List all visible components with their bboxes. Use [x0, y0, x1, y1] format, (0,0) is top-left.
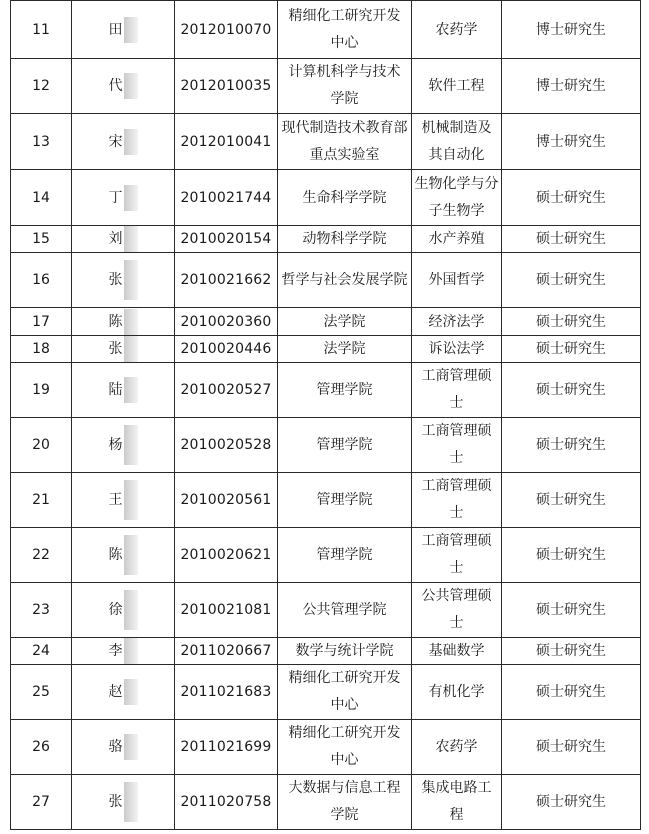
- student-name: 张: [108, 272, 123, 288]
- table-row: [11, 720, 641, 775]
- student-name-cell: [72, 473, 175, 528]
- student-name: 代: [108, 78, 123, 94]
- major: 公共管理硕士: [412, 583, 502, 638]
- degree-level: 硕士研究生: [502, 528, 641, 583]
- student-name-cell: [72, 170, 175, 226]
- student-roster-table: [10, 0, 641, 830]
- table-row: [11, 638, 641, 665]
- student-name: 刘: [108, 231, 123, 247]
- roster-body: [11, 1, 641, 830]
- degree-level: 博士研究生: [502, 59, 641, 114]
- student-id: 2012010035: [175, 59, 278, 114]
- table-row: [11, 583, 641, 638]
- degree-level: 硕士研究生: [502, 418, 641, 473]
- major: 基础数学: [412, 638, 502, 665]
- major: 工商管理硕士: [412, 528, 502, 583]
- student-name: 张: [108, 341, 123, 357]
- redaction-blur: [124, 734, 138, 760]
- degree-level: 硕士研究生: [502, 473, 641, 528]
- major: 经济法学: [412, 308, 502, 336]
- redaction-blur: [124, 226, 138, 252]
- redaction-blur: [124, 535, 138, 575]
- department: 公共管理学院: [278, 583, 412, 638]
- major: 集成电路工程: [412, 775, 502, 830]
- department: 精细化工研究开发中心: [278, 720, 412, 775]
- student-name-cell: [72, 1, 175, 59]
- department: 哲学与社会发展学院: [278, 253, 412, 308]
- redaction-blur: [124, 638, 138, 664]
- redaction-blur: [124, 185, 138, 211]
- redaction-blur: [124, 377, 138, 403]
- department: 管理学院: [278, 363, 412, 418]
- student-name-cell: [72, 583, 175, 638]
- degree-level: 博士研究生: [502, 1, 641, 59]
- student-id: 2010020154: [175, 226, 278, 253]
- major: 工商管理硕士: [412, 363, 502, 418]
- degree-level: 博士研究生: [502, 114, 641, 170]
- department: 现代制造技术教育部重点实验室: [278, 114, 412, 170]
- row-number: 20: [11, 418, 72, 473]
- student-name: 赵: [108, 684, 123, 700]
- department: 法学院: [278, 336, 412, 363]
- major: 生物化学与分子生物学: [412, 170, 502, 226]
- student-name: 张: [108, 794, 123, 810]
- student-name-cell: [72, 665, 175, 720]
- table-row: [11, 308, 641, 336]
- student-name-cell: [72, 363, 175, 418]
- redaction-blur: [124, 309, 138, 335]
- student-id: 2010020360: [175, 308, 278, 336]
- row-number: 12: [11, 59, 72, 114]
- student-id: 2011021683: [175, 665, 278, 720]
- row-number: 18: [11, 336, 72, 363]
- student-id: 2012010070: [175, 1, 278, 59]
- table-row: [11, 665, 641, 720]
- row-number: 17: [11, 308, 72, 336]
- student-name: 骆: [108, 739, 123, 755]
- table-row: [11, 253, 641, 308]
- student-name: 陆: [108, 382, 123, 398]
- department: 生命科学学院: [278, 170, 412, 226]
- table-row: [11, 528, 641, 583]
- department: 数学与统计学院: [278, 638, 412, 665]
- table-row: [11, 1, 641, 59]
- student-id: 2010021744: [175, 170, 278, 226]
- student-name-cell: [72, 226, 175, 253]
- student-id: 2011020667: [175, 638, 278, 665]
- degree-level: 硕士研究生: [502, 638, 641, 665]
- degree-level: 硕士研究生: [502, 720, 641, 775]
- row-number: 13: [11, 114, 72, 170]
- row-number: 21: [11, 473, 72, 528]
- major: 有机化学: [412, 665, 502, 720]
- redaction-blur: [124, 73, 138, 99]
- student-name: 陈: [108, 313, 123, 330]
- table-row: [11, 59, 641, 114]
- student-name: 杨: [108, 437, 123, 453]
- table-row: [11, 114, 641, 170]
- table-row: [11, 418, 641, 473]
- row-number: 22: [11, 528, 72, 583]
- row-number: 25: [11, 665, 72, 720]
- table-row: [11, 775, 641, 830]
- student-name-cell: [72, 336, 175, 363]
- student-name-cell: [72, 308, 175, 336]
- student-id: 2011020758: [175, 775, 278, 830]
- row-number: 19: [11, 363, 72, 418]
- major: 水产养殖: [412, 226, 502, 253]
- department: 动物科学学院: [278, 226, 412, 253]
- major: 诉讼法学: [412, 336, 502, 363]
- student-name: 王: [108, 492, 123, 508]
- degree-level: 硕士研究生: [502, 583, 641, 638]
- redaction-blur: [124, 425, 138, 465]
- student-id: 2011021699: [175, 720, 278, 775]
- major: 软件工程: [412, 59, 502, 114]
- major: 工商管理硕士: [412, 473, 502, 528]
- student-name: 宋: [108, 133, 123, 150]
- student-name: 徐: [108, 602, 123, 618]
- redaction-blur: [124, 679, 138, 705]
- student-name-cell: [72, 720, 175, 775]
- row-number: 14: [11, 170, 72, 226]
- degree-level: 硕士研究生: [502, 363, 641, 418]
- department: 计算机科学与技术学院: [278, 59, 412, 114]
- degree-level: 硕士研究生: [502, 665, 641, 720]
- degree-level: 硕士研究生: [502, 336, 641, 363]
- student-name-cell: [72, 114, 175, 170]
- student-name-cell: [72, 775, 175, 830]
- row-number: 24: [11, 638, 72, 665]
- department: 大数据与信息工程学院: [278, 775, 412, 830]
- student-id: 2010021662: [175, 253, 278, 308]
- redaction-blur: [124, 17, 138, 43]
- degree-level: 硕士研究生: [502, 170, 641, 226]
- redaction-blur: [124, 129, 138, 155]
- department: 管理学院: [278, 418, 412, 473]
- student-name-cell: [72, 638, 175, 665]
- major: 机械制造及其自动化: [412, 114, 502, 170]
- table-row: [11, 473, 641, 528]
- student-name-cell: [72, 59, 175, 114]
- table-row: [11, 336, 641, 363]
- student-name: 陈: [108, 547, 123, 563]
- student-name-cell: [72, 528, 175, 583]
- student-name-cell: [72, 253, 175, 308]
- student-id: 2010021081: [175, 583, 278, 638]
- student-id: 2010020528: [175, 418, 278, 473]
- major: 外国哲学: [412, 253, 502, 308]
- student-id: 2010020621: [175, 528, 278, 583]
- table-row: [11, 170, 641, 226]
- major: 工商管理硕士: [412, 418, 502, 473]
- degree-level: 硕士研究生: [502, 775, 641, 830]
- department: 精细化工研究开发中心: [278, 665, 412, 720]
- row-number: 26: [11, 720, 72, 775]
- redaction-blur: [124, 480, 138, 520]
- major: 农药学: [412, 720, 502, 775]
- row-number: 11: [11, 1, 72, 59]
- table-row: [11, 363, 641, 418]
- table-row: [11, 226, 641, 253]
- redaction-blur: [124, 260, 138, 300]
- student-id: 2010020561: [175, 473, 278, 528]
- student-id: 2010020527: [175, 363, 278, 418]
- department: 管理学院: [278, 473, 412, 528]
- row-number: 15: [11, 226, 72, 253]
- row-number: 16: [11, 253, 72, 308]
- redaction-blur: [124, 782, 138, 822]
- major: 农药学: [412, 1, 502, 59]
- degree-level: 硕士研究生: [502, 253, 641, 308]
- department: 管理学院: [278, 528, 412, 583]
- degree-level: 硕士研究生: [502, 226, 641, 253]
- student-name: 田: [108, 21, 123, 38]
- redaction-blur: [124, 590, 138, 630]
- row-number: 27: [11, 775, 72, 830]
- student-id: 2010020446: [175, 336, 278, 363]
- student-name-cell: [72, 418, 175, 473]
- student-id: 2012010041: [175, 114, 278, 170]
- redaction-blur: [124, 336, 138, 362]
- row-number: 23: [11, 583, 72, 638]
- degree-level: 硕士研究生: [502, 308, 641, 336]
- department: 精细化工研究开发中心: [278, 1, 412, 59]
- student-name: 李: [108, 643, 123, 659]
- department: 法学院: [278, 308, 412, 336]
- student-name: 丁: [108, 189, 123, 206]
